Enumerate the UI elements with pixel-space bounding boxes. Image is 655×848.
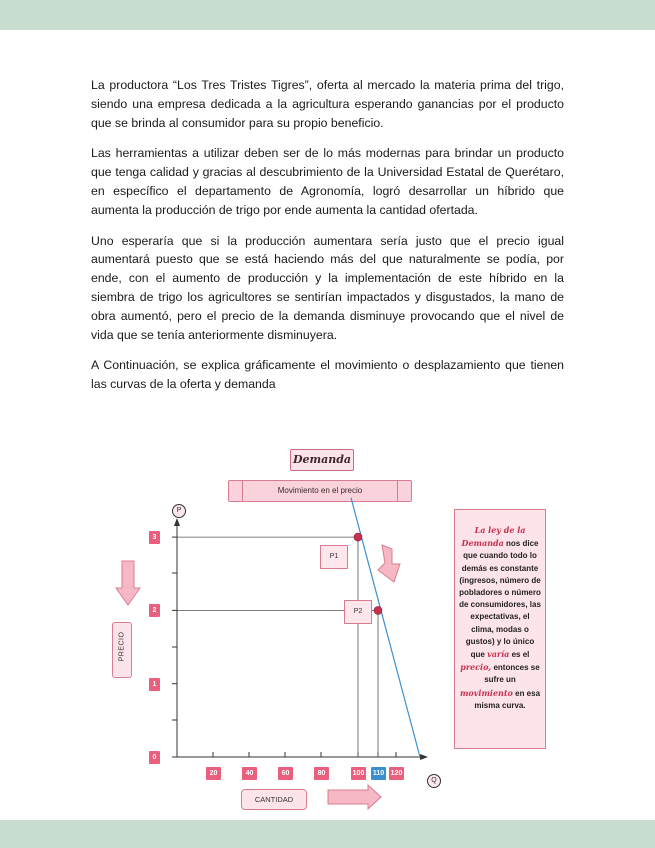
point-p2-label: P2	[344, 600, 372, 624]
paragraph-1: La productora “Los Tres Tristes Tigres”, oferta al mercado la materia prima del trigo, siendo una empresa dedicada a la agricultura esperando ganancias por el producto que se brinda al consumidor para su propio beneficio.	[91, 78, 564, 130]
note-text-c: entonces se sufre un	[484, 663, 540, 685]
y-tick-label: 2	[149, 604, 160, 617]
x-tick-label: 110	[371, 767, 386, 780]
figure-title: Demanda	[290, 449, 354, 471]
note-text-d: en esa misma curva.	[474, 688, 541, 710]
demand-law-note	[454, 509, 546, 749]
y-minor-ticks	[172, 573, 177, 720]
note-text-b: es el	[511, 650, 530, 660]
x-tick-label: 120	[389, 767, 404, 780]
point-p1	[354, 533, 362, 541]
note-precio-word: precio,	[460, 662, 492, 673]
x-axis-title: CANTIDAD	[241, 789, 307, 810]
x-tick-label: 60	[278, 767, 293, 780]
y-tick-label: 3	[149, 531, 160, 544]
y-axis-title-text: PRECIO	[118, 631, 126, 662]
point-p1-label: P1	[320, 545, 348, 569]
x-tick-label: 20	[206, 767, 221, 780]
note-varia-word: varía	[487, 649, 510, 660]
note-law-label: La ley de la Demanda	[461, 525, 526, 549]
movement-arrow	[378, 545, 400, 582]
y-axis-letter: P	[172, 504, 186, 518]
note-movimiento-word: movimiento	[459, 687, 513, 698]
bottom-band	[0, 820, 655, 848]
point-p2	[374, 606, 382, 614]
down-arrow-price	[116, 561, 140, 605]
y-tick-label: 0	[149, 751, 160, 764]
right-arrow-quantity	[328, 785, 381, 809]
x-tick-label: 100	[351, 767, 366, 780]
y-tick-label: 1	[149, 678, 160, 691]
x-tick-label: 80	[314, 767, 329, 780]
note-text-a: nos dice que cuando todo lo demás es constante (ingresos, número de pobladores o número de consumidores, las expectativas, el clima, modas o gustos) y lo único que	[459, 539, 541, 660]
paragraph-2: Las herramientas a utilizar deben ser de lo más modernas para brindar un producto que tenga calidad y gracias al descubrimiento de la Universidad Estatal de Querétaro, en específico el departamento de Agronomía, logró desarrollar un híbrido que aumenta la producción de trigo por ende aumenta la cantidad ofertada.	[91, 146, 564, 217]
paragraph-4: A Continuación, se explica gráficamente el movimiento o desplazamiento que tienen las curvas de la oferta y demanda	[91, 358, 564, 392]
y-axis-arrow	[174, 518, 180, 526]
y-axis-title	[112, 622, 132, 678]
paragraph-3: Uno esperaría que si la producción aumentara sería justo que el precio igual aumentará puesto que se está haciendo más del que naturalmente se podía, por ende, con el aumento de producción y la implementación de este híbrido en la siembra de trigo los agricultores se sentirían impactados y disgustados, la mano de obra aumentó, pero el precio de la demanda disminuye provocando que el nivel de vida que se tenía anteriormente disminuyera.	[91, 233, 564, 342]
x-axis-arrow	[420, 754, 428, 760]
x-axis-letter: Q	[427, 774, 441, 788]
figure-subtitle: Movimiento en el precio	[228, 480, 412, 502]
x-tick-label: 40	[242, 767, 257, 780]
